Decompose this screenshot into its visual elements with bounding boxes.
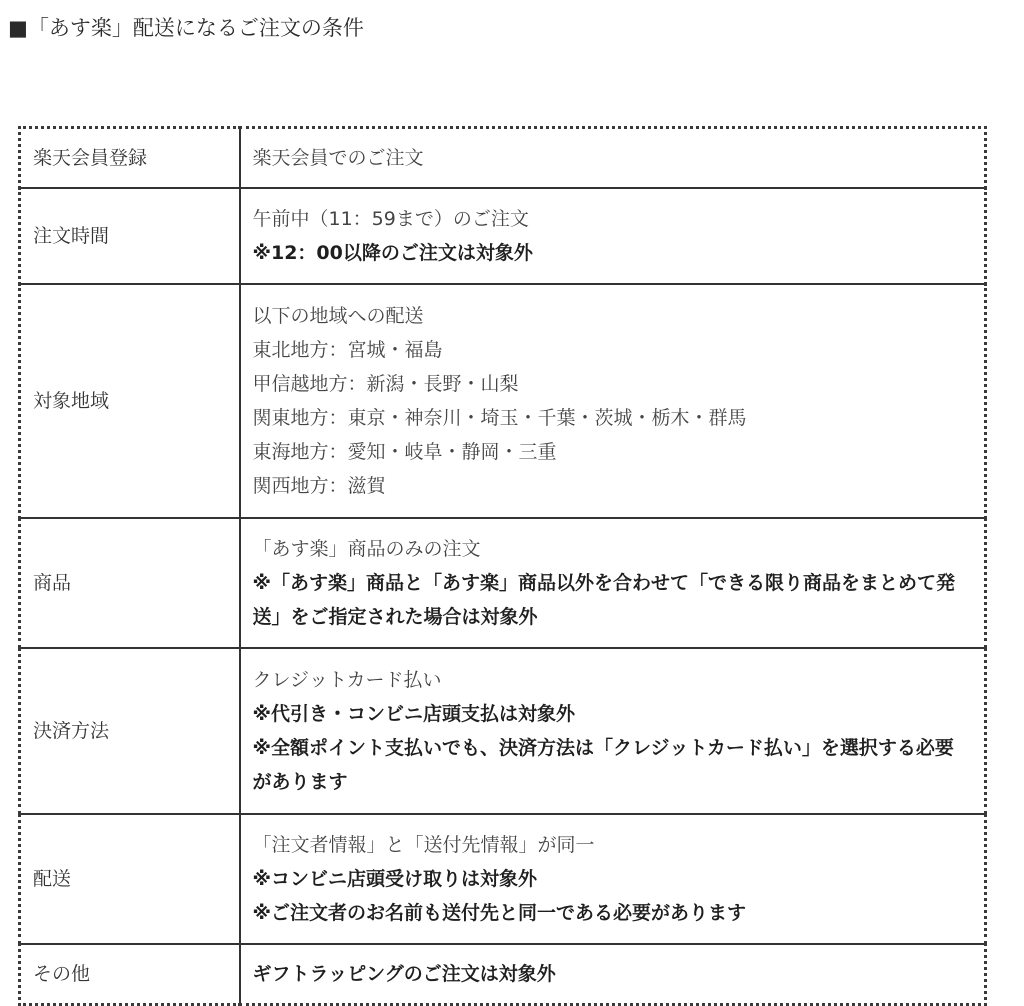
- value-line: クレジットカード払い: [252, 669, 442, 691]
- value-note: ※12：00以降のご注文は対象外: [252, 242, 533, 264]
- value-line: 東北地方：宮城・福島: [252, 339, 443, 361]
- value-line: 東海地方：愛知・岐阜・静岡・三重: [252, 441, 557, 463]
- row-label-membership: 楽天会員登録: [20, 128, 240, 189]
- value-note: ギフトラッピングのご注文は対象外: [252, 963, 556, 985]
- table-row: [20, 814, 986, 944]
- table-row: [20, 648, 986, 814]
- value-line: 関東地方：東京・神奈川・埼玉・千葉・茨城・栃木・群馬: [252, 407, 747, 429]
- row-label-product: 商品: [20, 518, 240, 648]
- value-line: 「あす楽」商品のみの注文: [252, 538, 481, 560]
- value-line: 楽天会員でのご注文: [252, 147, 424, 169]
- row-label-region: 対象地域: [20, 284, 240, 518]
- table-row: [20, 188, 986, 284]
- table-row: [20, 518, 986, 648]
- row-label-payment: 決済方法: [20, 648, 240, 814]
- row-value-payment: [240, 648, 986, 814]
- row-label-other: その他: [20, 944, 240, 1005]
- row-value-order-time: [240, 188, 986, 284]
- value-line: 甲信越地方：新潟・長野・山梨: [252, 373, 519, 395]
- row-label-order-time: 注文時間: [20, 188, 240, 284]
- value-line: 関西地方：滋賀: [252, 475, 386, 497]
- value-note: ※代引き・コンビニ店頭支払は対象外: [252, 703, 575, 725]
- table-row: [20, 128, 986, 189]
- row-value-membership: [240, 128, 986, 189]
- row-value-region: [240, 284, 986, 518]
- value-note: ※「あす楽」商品と「あす楽」商品以外を合わせて「できる限り商品をまとめて発送」をご指定された場合は対象外: [252, 572, 955, 628]
- row-value-product: [240, 518, 986, 648]
- row-value-delivery: [240, 814, 986, 944]
- value-note: ※コンビニ店頭受け取りは対象外: [252, 868, 537, 890]
- conditions-table: [18, 126, 987, 1006]
- table-row: [20, 944, 986, 1005]
- row-label-delivery: 配送: [20, 814, 240, 944]
- row-value-other: [240, 944, 986, 1005]
- section-heading: ■「あす楽」配送になるご注文の条件: [8, 16, 364, 40]
- value-note: ※全額ポイント支払いでも、決済方法は「クレジットカード払い」を選択する必要があります: [252, 737, 954, 793]
- value-line: 以下の地域への配送: [252, 305, 424, 327]
- table-row: [20, 284, 986, 518]
- value-line: 「注文者情報」と「送付先情報」が同一: [252, 834, 595, 856]
- value-note: ※ご注文者のお名前も送付先と同一である必要があります: [252, 902, 746, 924]
- value-line: 午前中（11：59まで）のご注文: [252, 208, 529, 230]
